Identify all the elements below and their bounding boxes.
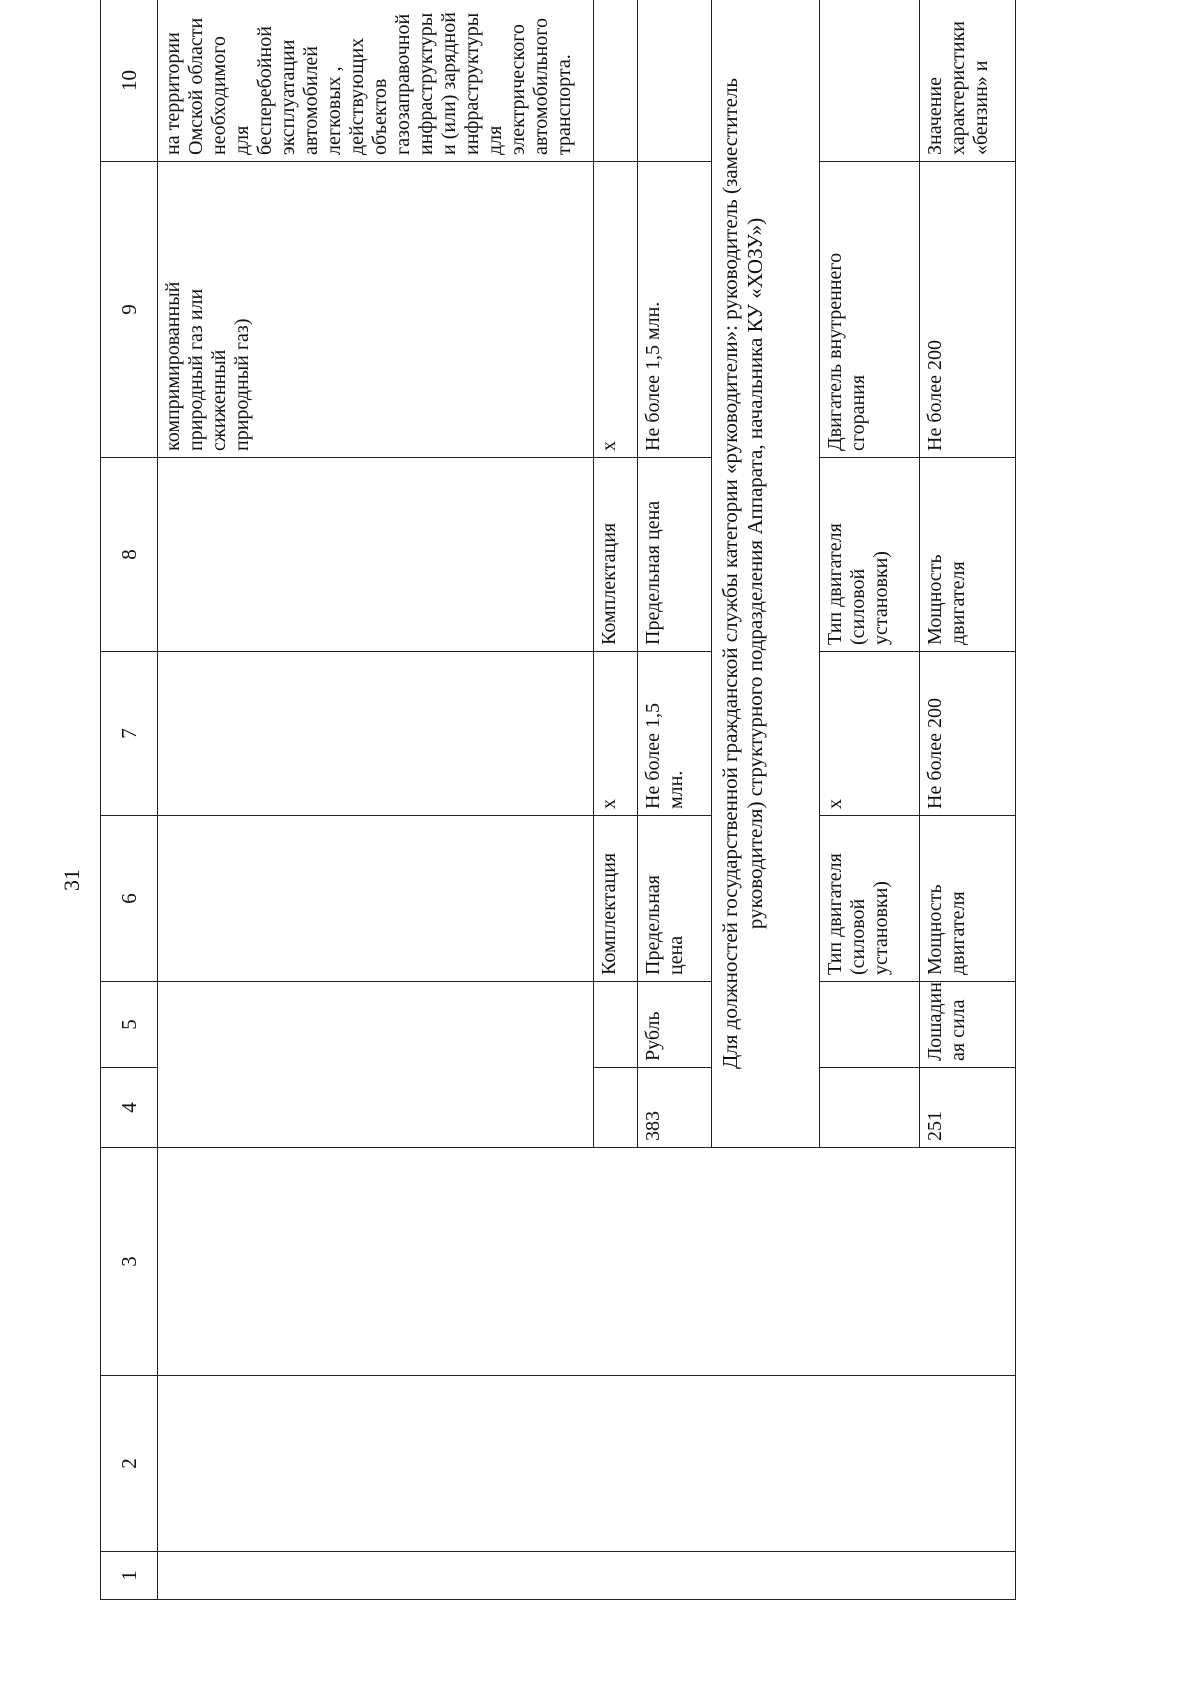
cell-power-value: Не более 200	[920, 652, 1016, 816]
column-number-3: 3	[101, 1148, 158, 1376]
cell-price-value: Не более 1,5 млн.	[638, 652, 712, 816]
section-heading: Для должностей государственной гражданской службы категории «руководители»: руководитель (заместитель руководителя) структурного подразделения Аппарата, начальника КУ «ХОЗУ»)	[712, 0, 820, 1148]
cell-col2	[158, 1376, 1016, 1552]
cell-engine-type-value: x	[820, 652, 920, 816]
specification-table	[100, 0, 1016, 1600]
cell-power-label-2: Мощность двигателя	[920, 458, 1016, 652]
cell-col4	[820, 1068, 920, 1148]
cell-price-value-2: Не более 1,5 млн.	[638, 162, 712, 458]
cell-col10	[638, 0, 712, 162]
column-number-8: 8	[101, 458, 158, 652]
page-number: 31	[59, 869, 84, 891]
column-number-6: 6	[101, 816, 158, 982]
cell-engine-type-label-2: Тип двигателя (силовой установки)	[820, 458, 920, 652]
column-number-7: 7	[101, 652, 158, 816]
column-number-5: 5	[101, 982, 158, 1068]
cell-col8	[158, 458, 594, 652]
cell-engine-type-value-2: Двигатель внутреннего сгорания	[820, 162, 920, 458]
cell-unit-name: Рубль	[638, 982, 712, 1068]
cell-col1	[158, 1552, 1016, 1600]
cell-price-label: Предельная цена	[638, 816, 712, 982]
cell-col5	[594, 982, 638, 1068]
column-number-9: 9	[101, 162, 158, 458]
cell-equipment-label-2: Комплектация	[594, 458, 638, 652]
cell-justification-text: на территории Омской области необходимого для бесперебойной эксплуатации автомобилей легковых , действующих объектов газозаправочной инфраструктуры и (или) зарядной инфраструктуры для электрического автомобильного транспорта.	[158, 0, 594, 162]
cell-price-label-2: Предельная цена	[638, 458, 712, 652]
column-number-2: 2	[101, 1376, 158, 1552]
column-number-row	[101, 0, 158, 1600]
cell-okei-code: 383	[638, 1068, 712, 1148]
cell-equipment-value-2: x	[594, 162, 638, 458]
cell-col3	[158, 1148, 1016, 1376]
cell-col4-5	[158, 982, 594, 1148]
column-number-4: 4	[101, 1068, 158, 1148]
cell-col10	[820, 0, 920, 162]
cell-equipment-value: x	[594, 652, 638, 816]
table-row-fuel	[158, 0, 594, 1600]
column-number-10: 10	[101, 0, 158, 162]
cell-engine-type-label: Тип двигателя (силовой установки)	[820, 816, 920, 982]
cell-power-value-2: Не более 200	[920, 162, 1016, 458]
cell-col7	[158, 652, 594, 816]
cell-okei-code: 251	[920, 1068, 1016, 1148]
cell-equipment-label: Комплектация	[594, 816, 638, 982]
rotated-table-frame	[100, 0, 1130, 1600]
cell-col10	[594, 0, 638, 162]
cell-characteristic-note: Значение характеристики «бензин» и	[920, 0, 1016, 162]
cell-fuel-type-value: компримированный природный газ или сжиженный природный газ)	[158, 162, 594, 458]
cell-col5	[820, 982, 920, 1068]
cell-col6	[158, 816, 594, 982]
cell-power-label: Мощность двигателя	[920, 816, 1016, 982]
column-number-1: 1	[101, 1552, 158, 1600]
cell-unit-name: Лошадин ая сила	[920, 982, 1016, 1068]
cell-col4	[594, 1068, 638, 1148]
